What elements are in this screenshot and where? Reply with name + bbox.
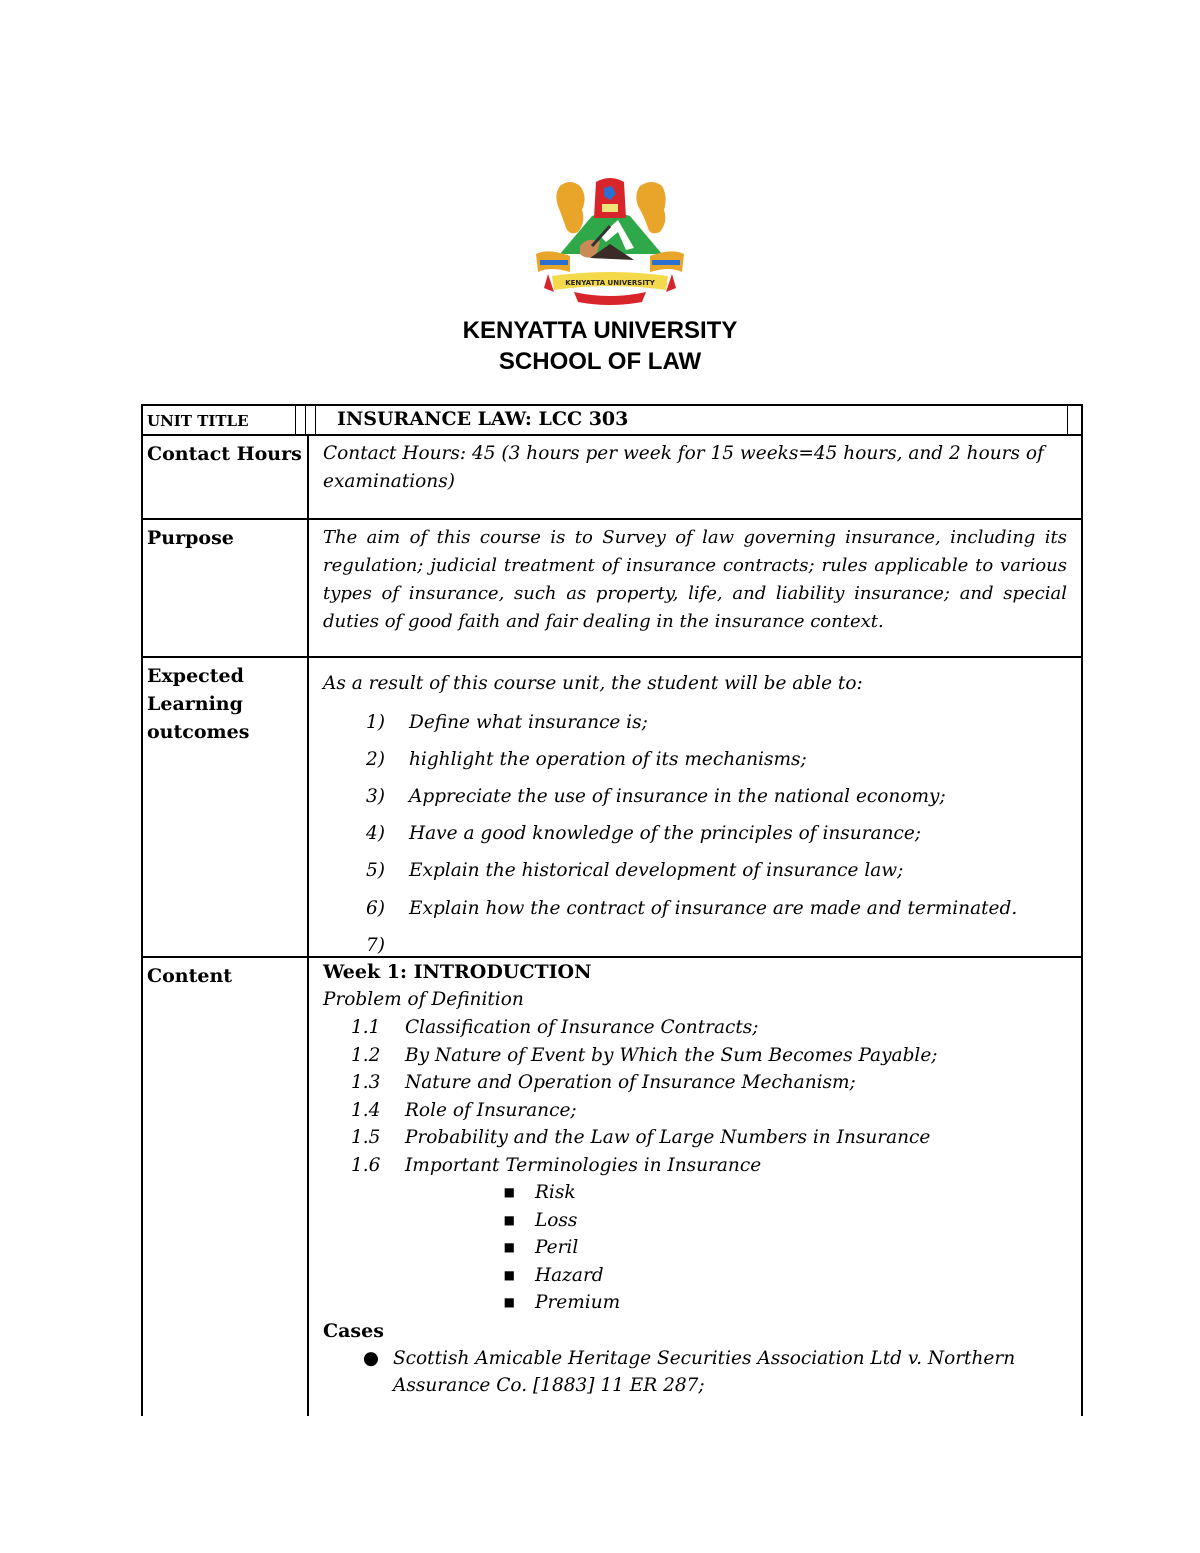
terms-list: [323, 1179, 1067, 1317]
purpose-label: Purpose: [143, 520, 309, 656]
learning-outcomes-label: Expected Learning outcomes: [143, 658, 309, 956]
item-number: 6): [366, 897, 385, 919]
section-text: Role of Insurance;: [405, 1099, 577, 1121]
section-text: Classification of Insurance Contracts;: [405, 1017, 759, 1038]
list-item: [323, 890, 1067, 927]
section-text: Important Terminologies in Insurance: [405, 1154, 762, 1176]
section-number: 1.6: [351, 1154, 381, 1176]
term-text: Loss: [535, 1209, 578, 1231]
contact-hours-value: Contact Hours: 45 (3 hours per week for 15 weeks=45 hours, and 2 hours of examinations): [323, 443, 1044, 492]
square-bullet-icon: ■: [503, 1240, 515, 1254]
item-number: 2): [366, 748, 385, 770]
week-title: Week 1: INTRODUCTION: [323, 961, 592, 983]
content-row: [141, 956, 1083, 1416]
square-bullet-icon: ■: [503, 1212, 515, 1227]
list-item: [323, 816, 1067, 853]
section-text: Nature and Operation of Insurance Mechanism;: [405, 1072, 856, 1093]
item-text: Define what insurance is;: [409, 711, 648, 733]
item-number: 1): [366, 711, 385, 733]
item-text: Explain the historical development of insurance law;: [409, 860, 904, 882]
cases-heading: Cases: [323, 1319, 384, 1342]
list-item: [323, 741, 1067, 778]
case-citation: Scottish Amicable Heritage Securities Association Ltd v. Northern Assurance Co. [1883] 11 ER 287;: [393, 1347, 1016, 1396]
university-crest-logo: [530, 176, 690, 306]
unit-title-row: [141, 404, 1083, 434]
learning-outcomes-row: [141, 656, 1083, 956]
svg-text:KENYATTA UNIVERSITY: KENYATTA UNIVERSITY: [565, 279, 655, 287]
institution-name: KENYATTA UNIVERSITY: [462, 317, 738, 344]
list-item: [323, 778, 1067, 815]
list-item: [323, 1069, 1067, 1097]
cell-divider: [305, 406, 306, 434]
item-text: Appreciate the use of insurance in the national economy;: [409, 785, 946, 807]
section-text: By Nature of Event by Which the Sum Becomes Payable;: [405, 1044, 938, 1066]
content-label: Content: [143, 958, 309, 1416]
list-item: [323, 1014, 1067, 1042]
list-item: [323, 1345, 1067, 1400]
list-item: [323, 853, 1067, 890]
list-item: [323, 1234, 1067, 1262]
item-text: Have a good knowledge of the principles of insurance;: [409, 823, 922, 845]
cell-divider: [295, 406, 296, 434]
term-text: Risk: [535, 1182, 576, 1203]
unit-title-value: INSURANCE LAW: LCC 303: [337, 408, 629, 430]
list-item: [323, 1097, 1067, 1125]
list-item: [323, 1152, 1067, 1180]
list-item: [323, 1124, 1067, 1152]
item-text: Explain how the contract of insurance are made and terminated.: [409, 897, 1018, 919]
outcomes-intro: As a result of this course unit, the student will be able to:: [323, 673, 863, 694]
term-text: Peril: [535, 1237, 579, 1258]
cell-divider: [315, 406, 316, 434]
term-text: Hazard: [535, 1264, 604, 1286]
list-item: [323, 1042, 1067, 1070]
square-bullet-icon: ■: [503, 1185, 515, 1199]
cases-list: [323, 1345, 1067, 1400]
section-number: 1.5: [351, 1127, 381, 1148]
section-number: 1.1: [351, 1017, 381, 1038]
item-number: 3): [366, 785, 385, 807]
item-number: 5): [366, 860, 385, 882]
list-item: [323, 1179, 1067, 1207]
section-text: Probability and the Law of Large Numbers in Insurance: [405, 1127, 931, 1148]
item-number: 7): [366, 934, 385, 956]
list-item: [323, 1207, 1067, 1235]
list-item: [323, 1289, 1067, 1317]
contact-hours-row: [141, 434, 1083, 518]
learning-outcomes-value: [309, 658, 1081, 956]
school-name: SCHOOL OF LAW: [498, 348, 702, 375]
crest-icon: [530, 176, 690, 306]
section-number: 1.2: [351, 1044, 381, 1066]
item-number: 4): [366, 823, 385, 845]
square-bullet-icon: ■: [503, 1267, 515, 1282]
item-text: highlight the operation of its mechanisms;: [409, 748, 807, 770]
unit-title-label: UNIT TITLE: [147, 412, 249, 430]
round-bullet-icon: ●: [362, 1347, 379, 1369]
section-number: 1.4: [351, 1099, 381, 1121]
contact-hours-label: Contact Hours: [143, 436, 309, 518]
section-number: 1.3: [351, 1072, 381, 1093]
sub-title: Problem of Definition: [323, 989, 524, 1010]
list-item: [323, 1262, 1067, 1290]
term-text: Premium: [535, 1292, 621, 1313]
sections-list: [323, 1014, 1067, 1179]
list-item: [323, 704, 1067, 741]
content-value: [309, 958, 1081, 1416]
outcomes-list: [323, 704, 1067, 964]
document-header: [0, 315, 1200, 377]
purpose-row: [141, 518, 1083, 656]
purpose-value: The aim of this course is to Survey of law governing insurance, including its regulation; judicial treatment of insurance contracts; rules applicable to various types of insurance, such as property, life, and liability insurance; and special duties of good faith and fair dealing in the insurance context.: [323, 527, 1067, 632]
square-bullet-icon: ■: [503, 1295, 515, 1309]
